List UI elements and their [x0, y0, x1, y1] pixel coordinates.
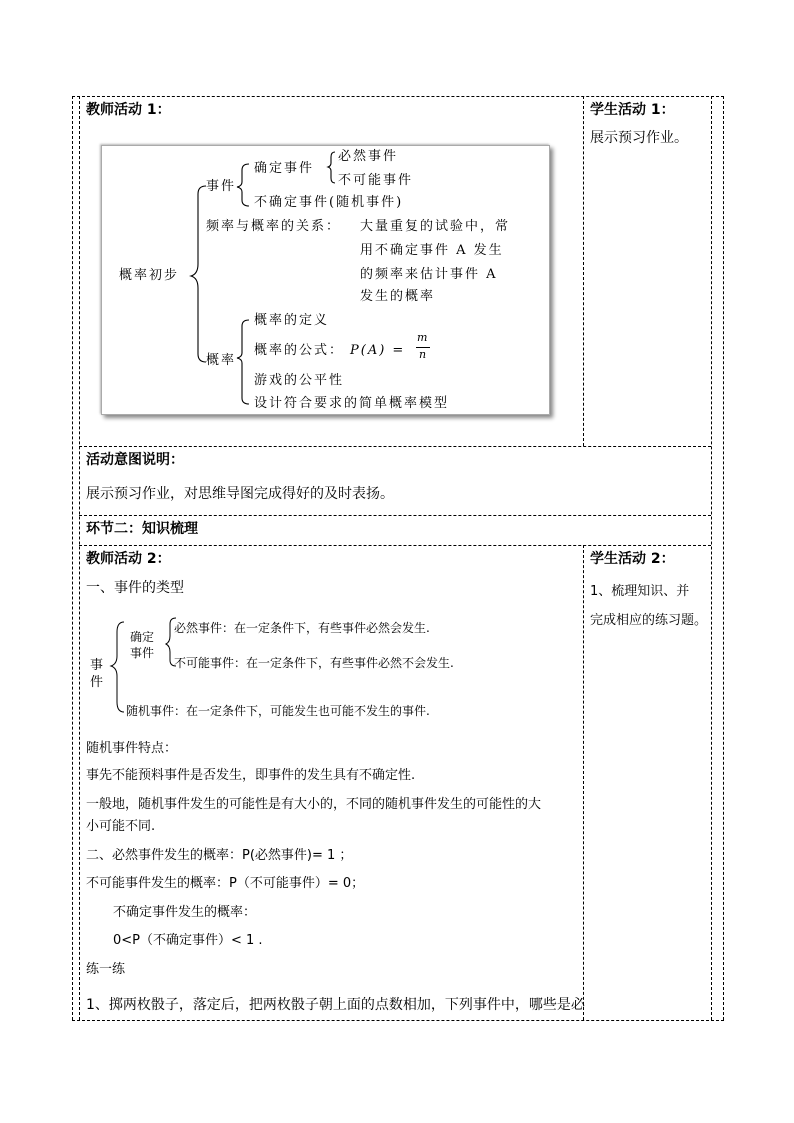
table-right-inner-border	[711, 96, 712, 1020]
mind-map-prob-formula-lhs: P(A) =	[350, 343, 406, 358]
random-feature-2b: 小可能不同.	[86, 819, 156, 834]
diagram-certain-line-2: 事件	[130, 646, 155, 660]
mind-map-relation-label: 频率与概率的关系：	[206, 219, 342, 234]
intent-bottom-border	[79, 515, 711, 516]
prob-uncertain-value: 0<P（不确定事件）< 1 .	[113, 933, 263, 948]
row1-bottom-border	[79, 446, 711, 447]
random-feature-2a: 一般地，随机事件发生的可能性是有大小的，不同的随机事件发生的可能性的大	[86, 797, 542, 812]
diagram-event-char-1: 事	[90, 658, 104, 673]
diagram-impossible-event: 不可能事件：在一定条件下，有些事件必然不会发生.	[174, 656, 454, 670]
mind-map-game-fairness: 游戏的公平性	[254, 373, 345, 388]
diagram-random-event: 随机事件：在一定条件下，可能发生也可能不发生的事件.	[126, 704, 430, 718]
mind-map-prob-formula-numerator: m	[417, 331, 430, 344]
teacher-activity-2-heading: 教师活动 2：	[86, 551, 171, 567]
mind-map-relation-line-3: 的频率来估计事件 A	[360, 267, 498, 282]
activity-intent-text: 展示预习作业，对思维导图完成得好的及时表扬。	[86, 486, 394, 502]
student-activity-2-text-line-2: 完成相应的练习题。	[590, 613, 708, 628]
prob-impossible-event: 不可能事件发生的概率：P（不可能事件）= 0；	[86, 876, 365, 891]
diagram-event-char-2: 件	[90, 675, 104, 690]
mind-map-prob-formula-label: 概率的公式：	[254, 343, 345, 358]
random-feature-1: 事先不能预料事件是否发生，即事件的发生具有不确定性.	[86, 768, 416, 783]
table-left-inner-border	[79, 96, 80, 1020]
mind-map-events: 事件	[206, 179, 237, 194]
prob-certain-event: 二、必然事件发生的概率：P(必然事件)= 1 ；	[86, 848, 353, 863]
table-left-outer-border	[72, 96, 73, 1020]
mind-map-figure	[101, 145, 550, 415]
section-2-heading: 环节二：知识梳理	[86, 521, 198, 537]
mind-map-prob-definition: 概率的定义	[254, 313, 330, 328]
practice-heading: 练一练	[86, 962, 126, 977]
mind-map-certain-event: 确定事件	[254, 161, 315, 176]
section2-bottom-border	[79, 545, 711, 546]
table-bottom-border	[72, 1020, 724, 1021]
practice-question-1: 1、掷两枚骰子，落定后，把两枚骰子朝上面的点数相加，下列事件中，哪些是必	[86, 997, 585, 1013]
random-features-heading: 随机事件特点：	[86, 741, 178, 756]
teacher-activity-1-heading: 教师活动 1：	[86, 102, 171, 118]
mind-map-uncertain-event: 不确定事件(随机事件)	[254, 195, 404, 210]
mind-map-probability: 概率	[206, 353, 237, 368]
mind-map-relation-line-4: 发生的概率	[360, 289, 436, 304]
mind-map-inevitable-event: 必然事件	[338, 149, 399, 164]
mind-map-relation-line-2: 用不确定事件 A 发生	[360, 243, 504, 258]
row2-column-divider	[583, 545, 584, 1020]
row1-column-divider	[583, 96, 584, 446]
event-types-heading: 一、事件的类型	[86, 580, 184, 596]
student-activity-2-heading: 学生活动 2：	[590, 551, 675, 567]
table-top-border	[72, 96, 724, 97]
table-right-outer-border	[723, 96, 724, 1020]
mind-map-prob-formula-denominator: n	[419, 348, 429, 361]
mind-map-root: 概率初步	[119, 268, 180, 283]
mind-map-relation-line-1: 大量重复的试验中，常	[360, 219, 511, 234]
student-activity-1-text: 展示预习作业。	[590, 130, 688, 146]
diagram-inevitable-event: 必然事件：在一定条件下，有些事件必然会发生.	[174, 621, 430, 635]
diagram-certain-line-1: 确定	[130, 630, 155, 644]
activity-intent-heading: 活动意图说明：	[86, 452, 184, 468]
student-activity-1-heading: 学生活动 1：	[590, 102, 675, 118]
mind-map-design-model: 设计符合要求的简单概率模型	[254, 396, 450, 411]
mind-map-impossible-event: 不可能事件	[338, 173, 414, 188]
prob-uncertain-label: 不确定事件发生的概率：	[113, 905, 257, 920]
student-activity-2-text-line-1: 1、梳理知识、并	[590, 584, 690, 599]
